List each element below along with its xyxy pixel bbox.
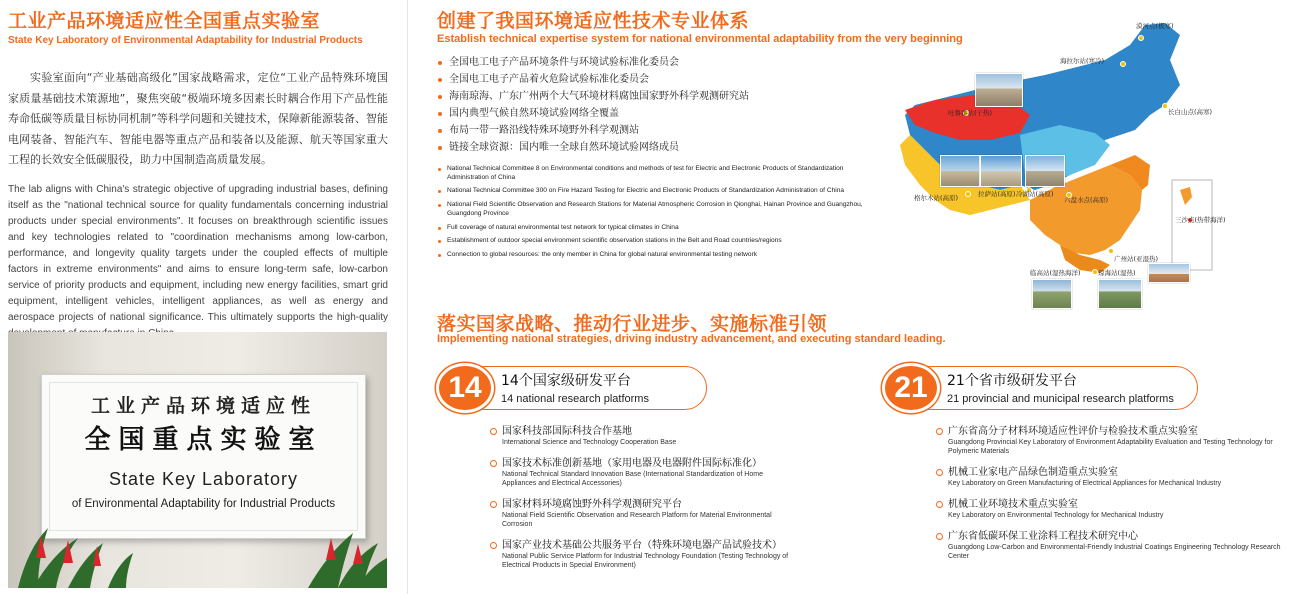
station-label: 漠河点(极寒)	[1136, 22, 1174, 30]
station-photo	[980, 155, 1022, 187]
station-photo	[1032, 279, 1072, 309]
plaque-line-4: of Environmental Adaptability for Industrial Products	[71, 498, 336, 510]
lab-title-en: State Key Laboratory of Environmental Adaptability for Industrial Products	[8, 35, 363, 46]
station-marker	[1138, 35, 1144, 41]
list-item: Establishment of outdoor special environment scientific observation stations in the Belt and Road countries/regions	[437, 237, 867, 246]
section2-subtitle: Implementing national strategies, driving industry advancement, and executing standard leading.	[437, 333, 946, 345]
lab-intro	[8, 6, 388, 342]
platform-name-en: National Technical Standard Innovation Base (International Standardization of Home Appliances and Electrical Accessories)	[502, 471, 763, 487]
station-photo	[975, 73, 1023, 107]
station-label: 长白山点(高寒)	[1168, 108, 1213, 116]
platform-name-en: International Science and Technology Cooperation Base	[502, 439, 677, 446]
platform-name: 广东省低碳环保工业涂料工程技术研究中心	[948, 531, 1138, 542]
lab-plaque	[41, 374, 366, 539]
list-item	[490, 457, 790, 488]
list-item	[936, 530, 1286, 561]
list-item: National Field Scientific Observation and Research Stations for Material Atmospheric Corrosion in Qionghai, Hainan Province and Guangzhou, Guangdong Province	[437, 201, 867, 218]
station-marker	[1120, 61, 1126, 67]
plaque-line-1: 工业产品环境适应性	[90, 395, 316, 417]
platform-name: 广东省高分子材料环境适应性评价与检验技术重点实验室	[948, 426, 1198, 437]
provincial-title-en: 21 provincial and municipal research platforms	[947, 393, 1174, 405]
platform-name: 国家技术标准创新基地（家用电器及电器附件国际标准化）	[502, 458, 762, 469]
china-climate-map	[880, 15, 1292, 315]
list-item: National Technical Committee 8 on Environmental conditions and methods of test for Electric and Electronic Products of Standardization Administration of China	[437, 165, 867, 182]
station-label: 格尔木站(高原)	[914, 194, 959, 202]
platform-name: 机械工业环境技术重点实验室	[948, 499, 1078, 510]
platform-name-en: National Public Service Platform for Industrial Technology Foundation (Testing Technology of Electrical Products in Special Environment)	[502, 553, 789, 569]
station-label: 临高站(湿热海洋)	[1030, 269, 1081, 277]
list-item: 全国电工电子产品环境条件与环境试验标准化委员会	[437, 55, 867, 72]
station-label: 三沙点(热带海洋)	[1175, 216, 1226, 224]
provincial-title: 21个省市级研发平台	[947, 373, 1077, 389]
lab-title: 工业产品环境适应性全国重点实验室	[8, 10, 321, 32]
list-item: 全国电工电子产品着火危险试验标准化委员会	[437, 72, 867, 89]
plaque-line-3: State Key Laboratory	[108, 469, 299, 489]
list-item: National Technical Committee 300 on Fire Hazard Testing for Electric and Electronic Products of Standardization Administration of China	[437, 187, 867, 196]
national-platform-list	[490, 425, 790, 580]
list-item	[490, 425, 790, 447]
list-item: 布局一带一路沿线特殊环境野外科学观测站	[437, 123, 867, 140]
list-item	[936, 466, 1286, 488]
platform-name: 国家科技部国际科技合作基地	[502, 426, 632, 437]
platform-name-en: Key Laboratory on Environmental Technology for Mechanical Industry	[948, 512, 1164, 519]
list-item: Full coverage of natural environmental test network for typical climates in China	[437, 224, 867, 233]
national-title-en: 14 national research platforms	[501, 393, 649, 405]
station-label: 吐鲁番站(干热)	[948, 109, 993, 117]
platform-name-en: Guangdong Low-Carbon and Environmental-Friendly Industrial Coatings Engineering Technology Research Center	[948, 544, 1281, 560]
station-label: 琼海站(湿热)	[1098, 269, 1136, 277]
national-title: 14个国家级研发平台	[501, 373, 631, 389]
list-item: 国内典型气候自然环境试验网络全覆盖	[437, 106, 867, 123]
list-item: 链接全球资源：国内唯一全球自然环境试验网络成员	[437, 140, 867, 157]
platform-name: 机械工业家电产品绿色制造重点实验室	[948, 467, 1118, 478]
section1-title: 创建了我国环境适应性技术专业体系	[437, 10, 750, 32]
section1-en-bullets	[437, 165, 867, 265]
intro-paragraph-en: The lab aligns with China's strategic objective of upgrading industrial bases, defining itself as the "national technical source for quality fundamentals concerning industrial products under special environments". It focuses on breakthrough scientific issues and key technologies related to "coordination mechanisms among low-carbon, performance, and longevity quality targets under the coupled effects of multiple factors in extreme environments" and aims to ensure long-term safe, low-carbon service of priority products and equipment, including new energy facilities, smart grid equipment, intelligent vehicles, intelligent appliances, as well as energy and aerospace projects of national significance. This ultimately supports the high-quality	[8, 183, 388, 323]
station-marker	[965, 191, 971, 197]
platform-name-en: Guangdong Provincial Key Laboratory of Environment Adaptability Evaluation and Testing Technology for Polymeric Materials	[948, 439, 1273, 455]
list-item: Connection to global resources: the only member in China for global natural environmental testing network	[437, 251, 867, 260]
provincial-count-badge: 21	[882, 363, 940, 413]
section1-bullets	[437, 55, 867, 156]
list-item: 海南琼海、广东广州两个大气环境材料腐蚀国家野外科学观测研究站	[437, 89, 867, 106]
section2-title: 落实国家战略、推动行业进步、实施标准引领	[437, 313, 828, 335]
column-divider	[407, 0, 408, 594]
flower-plants	[8, 518, 387, 588]
section1-subtitle: Establish technical expertise system for national environmental adaptability from the very beginning	[437, 33, 963, 45]
station-photo	[1098, 279, 1142, 309]
platform-name: 国家产业技术基础公共服务平台（特殊环境电器产品试验技术）	[502, 540, 782, 551]
platform-name-en: Key Laboratory on Green Manufacturing of Electrical Appliances for Mechanical Industry	[948, 480, 1222, 487]
plaque-line-2: 全国重点实验室	[84, 425, 323, 455]
list-item	[490, 498, 790, 529]
station-photo	[940, 155, 980, 187]
list-item	[936, 498, 1286, 520]
station-label: 六盘水点(高原)	[1064, 196, 1109, 204]
provincial-platform-list	[936, 425, 1286, 571]
station-photo	[1025, 155, 1065, 187]
station-label: 海拉尔站(寒冷)	[1060, 57, 1105, 65]
list-item	[936, 425, 1286, 456]
lab-plaque-photo	[8, 332, 387, 588]
list-item	[490, 539, 790, 570]
station-label: 广州站(亚湿热)	[1114, 255, 1159, 263]
station-label: 冷湖站(高原)	[1016, 190, 1054, 198]
station-photo	[1148, 263, 1190, 283]
intro-paragraph-cn: 实验室面向“产业基础高级化”国家战略需求，定位“工业产品特殊环境国家质量基础技术策源地”，聚焦突破“极端环境多因素长时耦合作用下产品性能寿命低碳等质量目标协同机制”等科学问题和关键技术，保障新能源装备、智能电网装备、智能汽车、智能电器等重点产品和装备以及能源、航天等国家重大工程的长效安全低碳服役，助力中国制造高质量发展。	[8, 71, 388, 166]
national-count-badge: 14	[436, 363, 494, 413]
station-label: 拉萨站(高原)	[978, 190, 1016, 198]
platform-name: 国家材料环境腐蚀野外科学观测研究平台	[502, 499, 682, 510]
platform-name-en: National Field Scientific Observation and Research Platform for Material Environmental Corrosion	[502, 512, 772, 528]
